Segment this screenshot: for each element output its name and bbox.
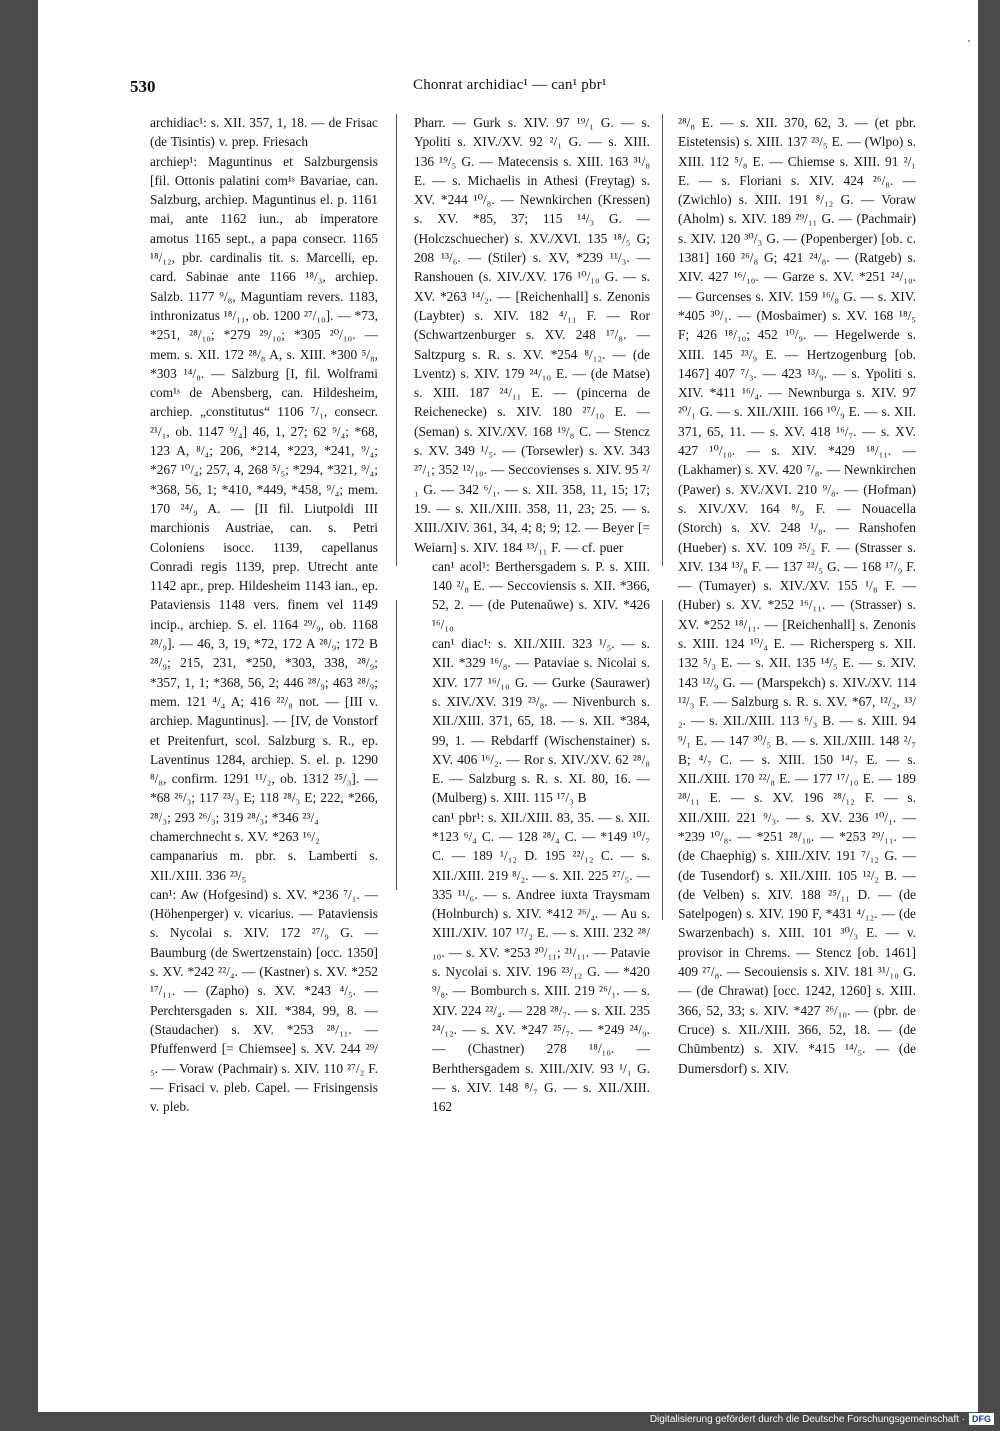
entry-paragraph: archidiac¹: s. XII. 357, 1, 18. — de Frisac (de Tisintis) v. prep. Friesach [150, 115, 378, 150]
entry-paragraph: archiep¹: Maguntinus et Salzburgensis [fil. Ottonis palatini com¹ˢ Bavariae, can. Salzburg, archiep. Maguntinus el. p. 1161 mai, ante 1162 iun., ab imperatore amotus 1165 sept., a papa consecr. 1165 ¹⁸/₁₂, pbr. cardinalis tit. s. Marcelli, ep. card. Sabinae ante 1166 ¹⁸/₃, archiep. Salzb. 1177 ⁹/₈, Maguntiam revers. 1183, inthronizatus ¹⁸/₁₁, ob. 1200 ²⁷/₁₀]. — *73, *251, ²⁸/₁₀; *279 ²⁹/₁₀; *305 ²⁰/₁₀. — mem. s. XII. 172 ²⁸/₈ A, s. XIII. *300 ⁵/₈, *303 ¹⁴/₈. — Salzburg [I, fil. Wolframi com¹ˢ de Abensberg, can. Hildesheim, archiep. „constitutus“ 1106 ⁷/₁, consecr. ²¹/₁, ob. 1147 ⁹/₄] 46, 1, 27; 62 ⁹/₄; *68, 123 A, ⁸/₄; 206, *214, *223, *241, ⁹/₄; *267 ¹⁰/₄; 257, 4, 268 ⁵/₅; *294, *321, ⁹/₄; *368, 56, 1; *410, *449, *458, ⁹/₄; mem. 170 ²⁴/₉ A. — [II fil. Liutpoldi III marchionis Austriae, can. s. Petri Coloniens isocc. 1139, capellanus Conradi regis 1139, prep. Utrecht ante 1142 apr., prep. Hildesheim 1143 ian., ep. Pataviensis 1148 vers. finem vel 1149 incip., archiep. S. el. 1164 ²⁹/₉, ob. 1168 ²⁸/₉]. — 46, 3, 19, *72, 172 A ²⁸/₉; 172 B ²⁸/₉; 215, 231, *250, *303, 338, ²⁸/₉; *357, 1, 1; *368, 56, 2; 446 ²⁸/₉; 463 ²⁸/₉; mem. 121 ⁴/₄ A; 416 ²²/₈ not. — [III v. archiep. Maguntinus]. — [IV, de Vonstorf et Preitenfurt, scol. Salzburg s. R., ep. Laventinus 1284, archiep. S. el. p. 1290 ⁸/₈, confirm. 1291 ¹¹/₂, ob. 1312 ²⁵/₃]. — *68 ²⁶/₃; 117 ²³/₃ E; 118 ²⁸/₃ E; 222, *266, ²⁸/₃; 293 ²⁶/₃; 319 ²⁸/₃; *346 ²³/₄ [150, 153, 378, 825]
text-column-right [678, 113, 916, 1078]
entry-paragraph: Pharr. — Gurk s. XIV. 97 ¹⁹/₁ G. — s. Ypoliti s. XIV./XV. 92 ²/₁ G. — s. XIII. 136 ¹⁹/₅ G. — Matecensis s. XIII. 163 ³¹/₈ E. — s. Michaelis in Athesi (Freytag) s. XV. *244 ¹⁰/₈. — Newnkirchen (Kressen) s. XV. *85, 37; 115 ¹⁴/₃ G. — (Holczschuecher) s. XV./XVI. 135 ¹⁸/₅ G; 208 ¹³/₆. — (Stiler) s. XV, *239 ¹¹/₃. — Ranshouen (s. XIV./XV. 176 ¹⁰/₁₀ G. — s. XV. *263 ¹⁴/₂. — [Reichenhall] s. Zenonis (Laybter) s. XIV. 182 ⁴/₁₁ F. — Ror (Schwartzenburger s. XV. 248 ¹⁷/₈. — Saltzpurg s. R. s. XV. *254 ⁸/₁₂. — (de Lventz) s. XIV. 179 ²⁴/₁₀ E. — (de Matse) s. XIII. 187 ²⁴/₁₁ E. — (pincerna de Reichenecke) s. XIV. 180 ²⁷/₁₀ E. — (Seman) s. XIV./XV. 168 ¹⁹/₈ C. — Stencz s. XV. 349 ¹/₅. — (Torsewler) s. XV. 343 ²⁷/₁; 352 ¹²/₁₀. — Seccovienses s. XIV. 95 ²/₁ G. — 342 ⁶/₁. — s. XII. 358, 11, 15; 17; 19. — s. XII./XIII. 358, 11, 23; 25. — s. XIII./XIV. 361, 34, 4; 8; 9; 12. — Beyer [= Weiarn] s. XIV. 184 ¹³/₁₁ F. — cf. puer [414, 115, 650, 555]
column-divider [662, 600, 663, 920]
footer-credit [650, 1412, 994, 1426]
page-number: 530 [130, 77, 156, 96]
column-divider [396, 114, 397, 566]
running-head: Chonrat archidiac¹ — can¹ pbr¹ [413, 77, 607, 93]
footer-text: Digitalisierung gefördert durch die Deutsche Forschungsgemeinschaft · [649, 1413, 965, 1425]
text-column-middle [414, 113, 650, 1116]
entry-paragraph: can¹ acol¹: Berthersgadem s. P. s. XIII. 140 ²/₈ E. — Seccoviensis s. XII. *366, 52, 2. — (de Putenaŭwe) s. XIV. *426 ¹⁶/₁₀ [432, 558, 650, 632]
text-column-left [132, 113, 378, 1116]
entry-paragraph: can¹: Aw (Hofgesind) s. XV. *236 ⁷/₁. — (Höhenperger) v. vicarius. — Pataviensis s. Nycolai s. XIV. 172 ²⁷/₉ G. — Baumburg (de Swertzenstain) [occ. 1350] s. XV. *242 ²²/₄. — (Kastner) s. XV. *252 ¹⁷/₁₁. — (Zapho) s. XV. *243 ⁴/₅. — Perchtersgaden s. XII. *384, 99, 8. — (Staudacher) s. XV. *253 ²⁸/₁₁. — Pfuffenwerd [= Chiemsee] s. XV. 244 ²⁹/₅. — Voraw (Pachmair) s. XIV. 110 ²⁷/₂ F. — Frisaci v. pleb. Capel. — Frisingensis v. pleb. [150, 886, 378, 1115]
entry-paragraph: chamerchnecht s. XV. *263 ¹⁶/₂ [150, 828, 320, 844]
scan-artifact [968, 40, 970, 42]
column-divider [662, 114, 663, 566]
entry-paragraph: can¹ diac¹: s. XII./XIII. 323 ¹/₅. — s. XII. *329 ¹⁶/₈. — Pataviae s. Nicolai s. XIV. 177 ¹⁶/₁₀ G. — Gurke (Saurawer) s. XIV./XV. 319 ²³/₈. — Nivenburch s. XII./XIII. 371, 65, 18. — s. XII. *384, 99, 1. — Rebdarff (Wischenstainer) s. XV. 406 ¹⁶/₂. — Ror s. XIV./XV. 62 ²⁸/₈ E. — Salzburg s. R. s. XI. 80, 16. — (Mulberg) s. XIII. 115 ¹⁷/₃ B [432, 636, 650, 806]
entry-paragraph: campanarius m. pbr. s. Lamberti s. XII./XIII. 336 ²³/₅ [150, 848, 378, 883]
entry-paragraph: ²⁸/₈ E. — s. XII. 370, 62, 3. — (et pbr. Eistetensis) s. XIII. 137 ²³/₅ E. — (Wlpo) s. XIII. 112 ⁵/₈ E. — Chiemse s. XIII. 91 ²/₁ E. — s. Floriani s. XIV. 424 ²⁶/₈. — (Zwichlo) s. XIII. 191 ⁸/₁₂ G. — Voraw (Aholm) s. XIV. 189 ²⁹/₁₁ G. — (Pachmair) s. XIV. 120 ³⁰/₃ G. — (Popenberger) [ob. c. 1381] 160 ²⁶/₈ G; 421 ²⁴/₈. — (Ratgeb) s. XIV. 427 ¹⁶/₁₀. — Garze s. XV. *251 ²⁴/₁₀. — Gurcenses s. XIV. 159 ¹⁶/₈ G. — s. XIV. *405 ³⁰/₁. — (Mosbaimer) s. XV. 168 ¹⁸/₅ F; 426 ¹⁸/₁₀; 452 ¹⁰/₉. — Hegelwerde s. XIII. 145 ²³/₉ E. — Hertzogenburg [ob. 1467] 407 ⁷/₃. — 423 ¹³/₉. — s. Ypoliti s. XIV. *411 ¹⁶/₄. — Newnburga s. XIV. 97 ²⁰/₁ G. — s. XII./XIII. 166 ¹⁰/₉ E. — s. XII. 371, 65, 11. — s. XV. 418 ¹⁶/₇. — s. XV. 427 ¹⁰/₁₀. — s. XIV. *429 ¹⁸/₁₁. — (Lakhamer) s. XV. 420 ⁷/₈. — Newnkirchen (Pawer) s. XV./XVI. 210 ⁹/₈. — (Hofman) s. XIV./XV. 164 ⁸/₉ F. — Nouacella (Storch) s. XV. 248 ¹/₈. — Ranshofen (Hueber) s. XV. 109 ²⁵/₂ F. — (Strasser s. XIV. 134 ¹³/₈ F. — 137 ²²/₅ G. — 168 ¹⁷/₉ F. — (Tumayer) s. XIV./XV. 155 ¹/₈ F. — (Huber) s. XV. *252 ¹⁶/₁₁. — (Strasser) s. XV. *252 ¹⁸/₁₁. — [Reichenhall] s. Zenonis s. XIII. 124 ¹⁰/₄ E. — Richersperg s. XII. 132 ⁵/₃ E. — s. XII. 135 ¹⁴/₅ E. — s. XIV. 143 ¹²/₉ G. — (Marspekch) s. XIV./XV. 114 ¹²/₃ F. — Salzburg s. R. s. XV. *67, ¹²/₂, ¹³/₂. — s. XII./XIII. 113 ⁶/₃ B. — s. XIII. 94 ⁹/₁ E. — 147 ³⁰/₅ B. — s. XII./XIII. 148 ²/₇ B; ⁴/₇ C. — s. XIII. 150 ¹⁴/₇ E. — s. XII./XIII. 170 ²²/₈ E. — 177 ¹⁷/₁₀ E. — 189 ²⁸/₁₁ E. — s. XV. 196 ²⁸/₁₂ F. — s. XII./XIII. 221 ⁹/₃. — s. XV. 236 ¹⁰/₁. — *239 ¹⁰/₈. — *251 ²⁸/₁₀. — *253 ²⁹/₁₁. — (de Chaephig) s. XIII./XIV. 191 ⁷/₁₂ G. — (de Tusendorf) s. XII./XIII. 105 ¹²/₂ B. — (de Velben) s. XIV. 188 ²⁵/₁₁ D. — (de Satelpogen) s. XIV. 190 F, *431 ⁴/₁₂. — (de Swarzenbach) s. XIII. 101 ³⁰/₃ E. — v. provisor in Chrems. — Stencz [ob. 1461] 409 ²⁷/₈. — Secouiensis s. XIV. 181 ³¹/₁₀ G. — (de Chrawat) [occ. 1242, 1260] s. XIII. 366, 52, 33; s. XIV. *427 ²⁶/₁₀. — (pbr. de Cruce) s. XII./XIII. 366, 52, 18. — (de Chūmbentz) s. XIV. *415 ¹⁴/₅. — (de Dumersdorf) s. XIV. [678, 115, 916, 1076]
column-divider [396, 600, 397, 890]
dfg-logo: DFG [969, 1413, 994, 1425]
scanned-page [38, 0, 978, 1412]
entry-paragraph: can¹ pbr¹: s. XII./XIII. 83, 35. — s. XII. *123 ⁶/₄ C. — 128 ²⁸/₄ C. — *149 ¹⁰/₇ C. — 189 ¹/₁₂ D. 195 ²²/₁₂ C. — s. XII./XIII. 219 ⁸/₂. — s. XII. 225 ²⁷/₅. — 335 ¹¹/₆. — s. Andree iuxta Traysmam (Holnburch) s. XIV. *412 ²⁶/₄. — Au s. XIII./XIV. 107 ¹⁷/₂ E. — s. XIII. 232 ²⁸/₁₀. — s. XV. *253 ²⁰/₁₁; ²¹/₁₁. — Patavie s. Nycolai s. XIV. 196 ²³/₁₂ G. — *420 ⁹/₈. — Bomburch s. XIII. 219 ²⁶/₁. — s. XIV. 224 ²²/₄. — 228 ²⁸/₇. — s. XII. 235 ²⁴/₁₂. — s. XV. *247 ²⁵/₇. — *249 ²⁴/₉. — (Chastner) 278 ¹⁸/₁₀. — Berhthersgadem s. XIII./XIV. 93 ¹/₁ G. — s. XIV. 148 ⁸/₇ G. — s. XII./XIII. 162 [432, 809, 650, 1115]
